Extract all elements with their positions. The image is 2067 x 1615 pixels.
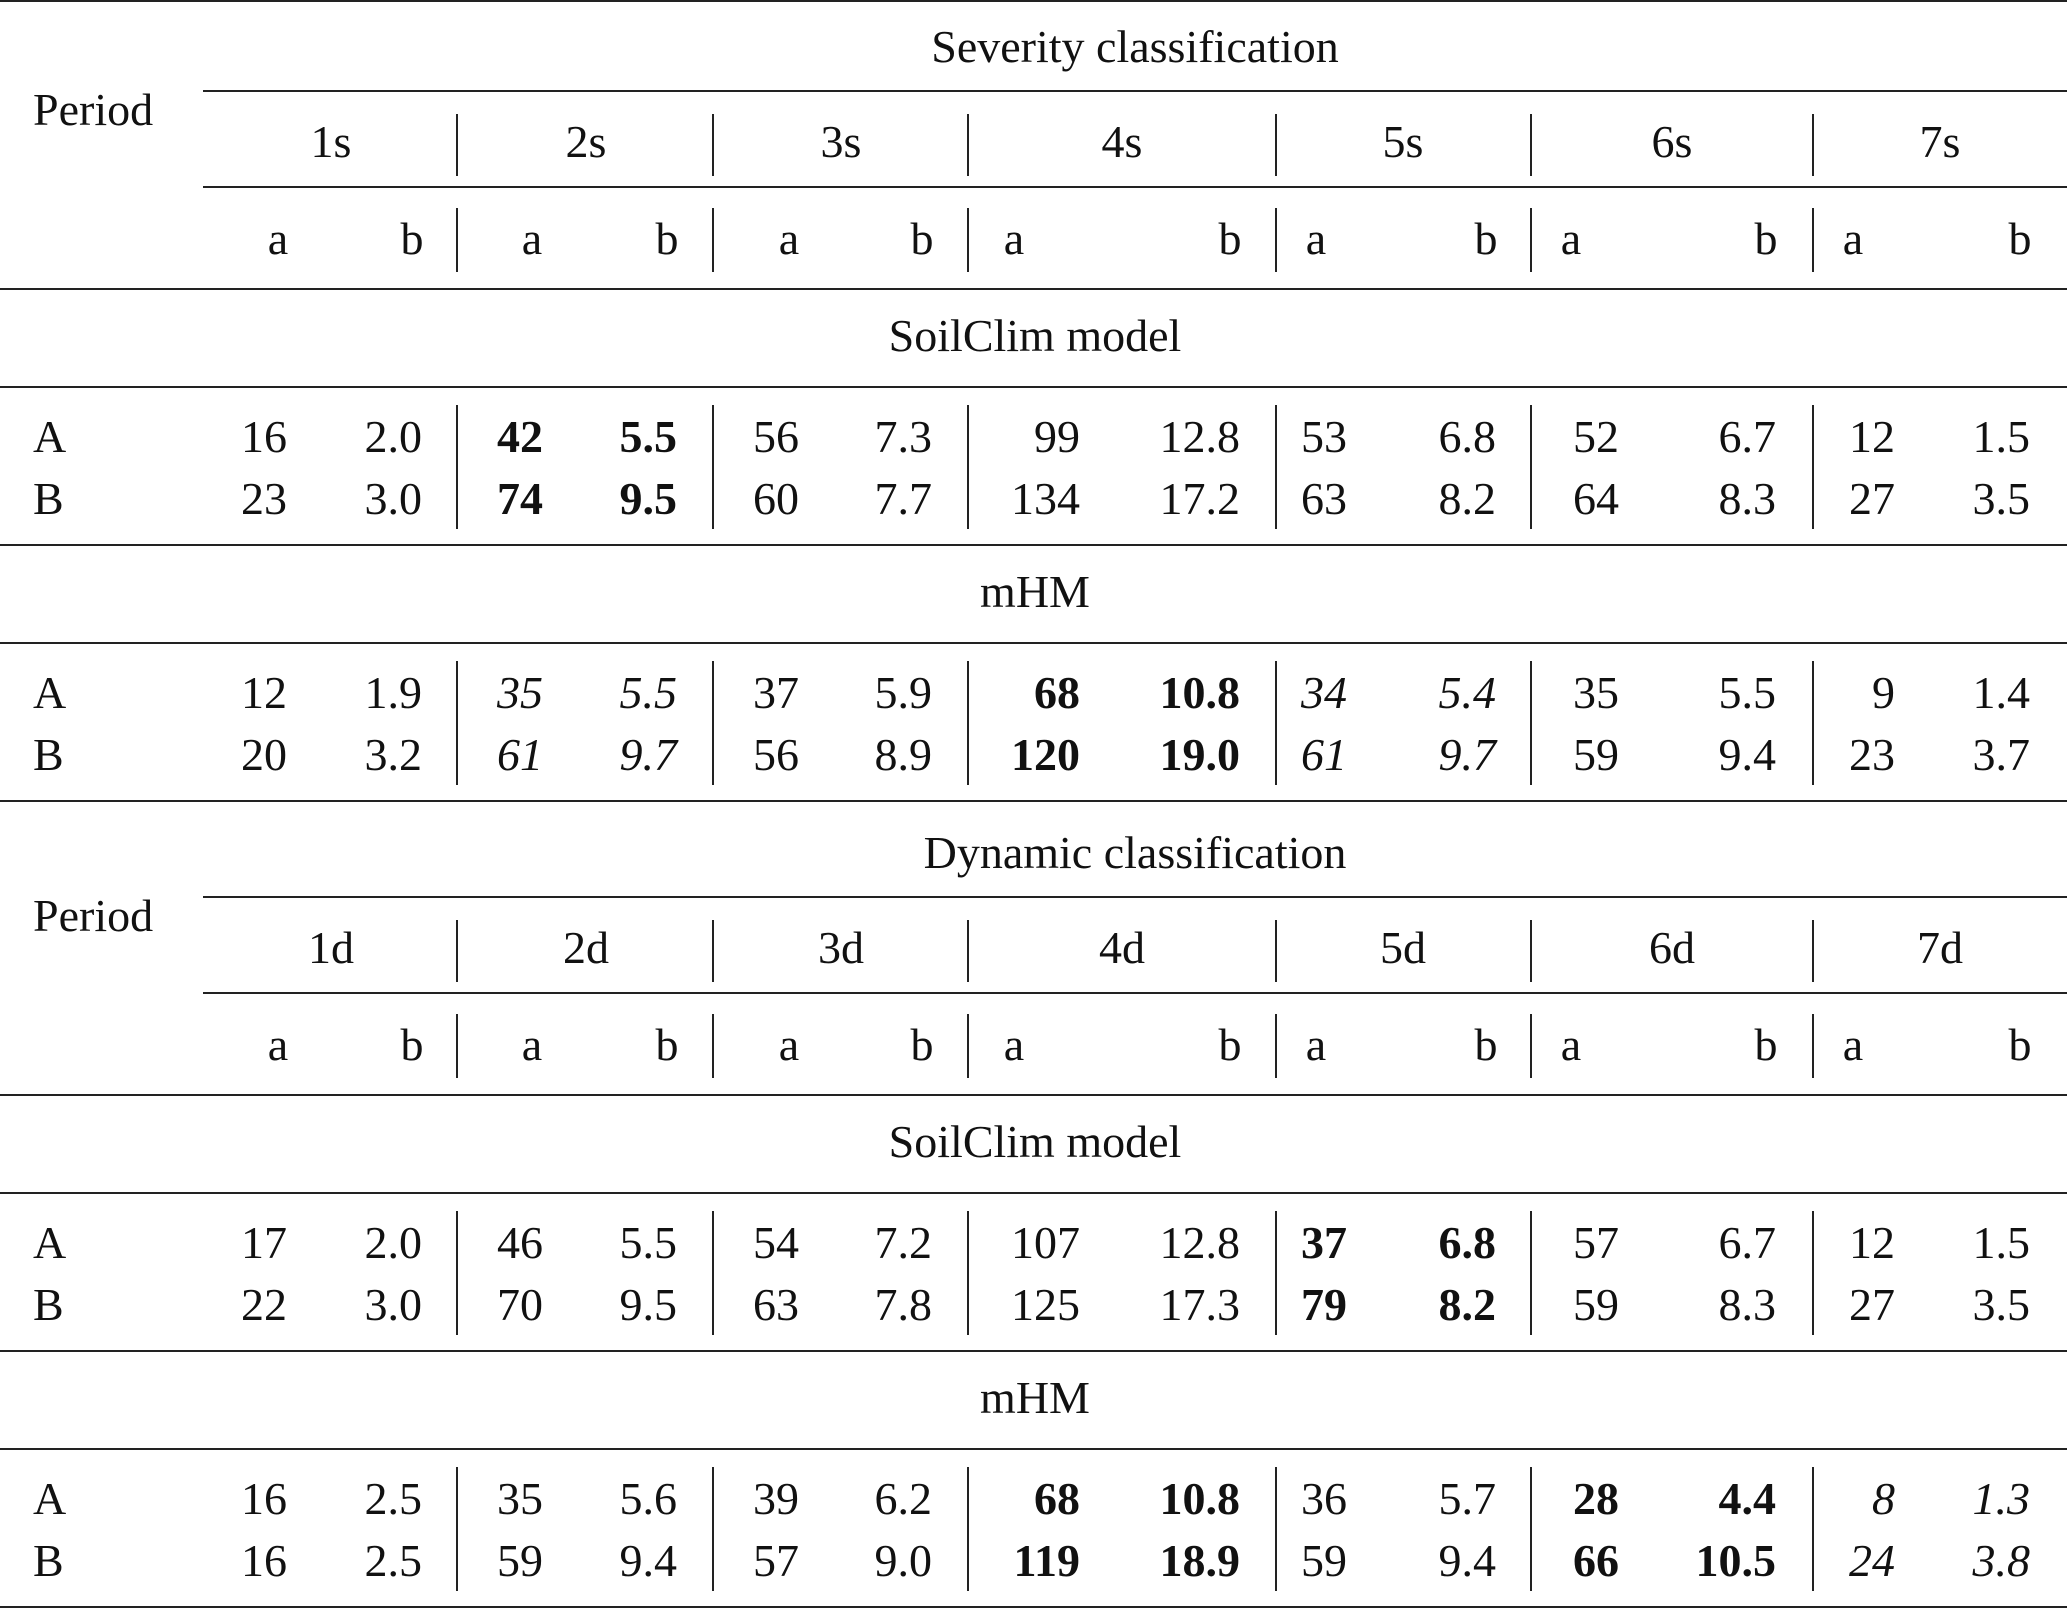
column-divider [967,114,969,176]
table-rule [0,544,2067,546]
cell-value-a: 52 [1573,411,1619,462]
column-divider [967,405,969,529]
cell-value-b: 3.8 [1972,1535,2030,1586]
column-divider [1530,661,1532,785]
cell-value-b: 2.5 [364,1535,422,1586]
cell-value-b: 8.3 [1718,473,1776,524]
cell-value-a: 23 [241,473,287,524]
cell-value-a: 60 [753,473,799,524]
period-label: A [33,411,67,462]
table-rule [0,1094,2067,1096]
column-divider [1275,1467,1277,1591]
group-label: 5d [1380,922,1426,973]
period-label: A [33,1217,67,1268]
cell-value-a: 119 [1013,1535,1080,1586]
cell-value-b: 5.5 [1718,667,1776,718]
cell-value-b: 18.9 [1159,1535,1240,1586]
cell-value-b: 8.2 [1438,1279,1496,1330]
column-divider [1812,208,1814,272]
cell-value-a: 79 [1301,1279,1347,1330]
cell-value-a: 125 [1011,1279,1080,1330]
classification-title: Severity classification [931,21,1339,72]
cell-value-b: 10.8 [1159,1473,1240,1524]
cell-value-b: 1.4 [1972,667,2030,718]
cell-value-b: 9.0 [874,1535,932,1586]
group-label: 2s [565,116,607,167]
cell-value-b: 2.5 [364,1473,422,1524]
period-label: A [33,1473,67,1524]
cell-value-b: 8.9 [874,729,932,780]
cell-value-a: 12 [1849,1217,1895,1268]
column-divider [712,1211,714,1335]
model-name: SoilClim model [888,310,1182,361]
column-divider [1812,1014,1814,1078]
period-label: B [33,729,64,780]
column-b-label: b [1218,213,1242,264]
cell-value-a: 20 [241,729,287,780]
column-divider [967,1467,969,1591]
column-divider [1275,1211,1277,1335]
column-divider [1530,1211,1532,1335]
cell-value-a: 56 [753,729,799,780]
group-label: 3s [820,116,862,167]
cell-value-a: 56 [753,411,799,462]
cell-value-a: 9 [1872,667,1895,718]
cell-value-a: 61 [497,729,543,780]
column-divider [712,661,714,785]
cell-value-a: 59 [497,1535,543,1586]
cell-value-a: 35 [1573,667,1619,718]
cell-value-b: 3.0 [364,473,422,524]
cell-value-a: 16 [241,411,287,462]
column-divider [1812,114,1814,176]
cell-value-b: 9.5 [619,1279,677,1330]
cell-value-b: 9.4 [1438,1535,1496,1586]
cell-value-a: 36 [1301,1473,1347,1524]
column-divider [1275,920,1277,982]
table-rule [203,896,2067,898]
group-label: 2d [563,922,609,973]
cell-value-b: 12.8 [1159,1217,1240,1268]
cell-value-b: 5.4 [1438,667,1496,718]
cell-value-b: 8.2 [1438,473,1496,524]
column-b-label: b [2008,1019,2032,1070]
cell-value-a: 61 [1301,729,1347,780]
column-divider [1812,661,1814,785]
cell-value-a: 46 [497,1217,543,1268]
cell-value-a: 37 [1301,1217,1347,1268]
cell-value-a: 16 [241,1535,287,1586]
cell-value-a: 74 [497,473,543,524]
period-label: A [33,667,67,718]
table-rule [0,800,2067,802]
cell-value-a: 120 [1011,729,1080,780]
model-name: SoilClim model [888,1116,1182,1167]
column-divider [1275,405,1277,529]
cell-value-b: 8.3 [1718,1279,1776,1330]
column-divider [1530,114,1532,176]
cell-value-b: 5.5 [619,1217,677,1268]
column-divider [456,405,458,529]
cell-value-a: 34 [1301,667,1347,718]
cell-value-b: 3.7 [1972,729,2030,780]
cell-value-a: 57 [1573,1217,1619,1268]
cell-value-a: 12 [1849,411,1895,462]
column-a-label: a [1305,1019,1327,1070]
cell-value-b: 7.2 [874,1217,932,1268]
cell-value-b: 5.9 [874,667,932,718]
cell-value-a: 63 [1301,473,1347,524]
cell-value-a: 66 [1573,1535,1619,1586]
column-a-label: a [267,1019,289,1070]
column-b-label: b [1218,1019,1242,1070]
cell-value-a: 63 [753,1279,799,1330]
table-rule [203,992,2067,994]
cell-value-b: 9.4 [619,1535,677,1586]
cell-value-b: 9.7 [619,729,677,780]
cell-value-b: 5.7 [1438,1473,1496,1524]
table-rule [0,642,2067,644]
table-rule [203,186,2067,188]
cell-value-a: 22 [241,1279,287,1330]
column-b-label: b [655,1019,679,1070]
column-divider [456,661,458,785]
column-divider [1275,1014,1277,1078]
table-rule [0,1606,2067,1608]
column-a-label: a [1842,213,1864,264]
column-divider [456,1014,458,1078]
column-b-label: b [1474,1019,1498,1070]
cell-value-b: 10.5 [1695,1535,1776,1586]
cell-value-b: 7.3 [874,411,932,462]
column-divider [712,208,714,272]
column-divider [1275,661,1277,785]
table-rule [0,386,2067,388]
group-label: 6d [1649,922,1695,973]
column-a-label: a [521,213,543,264]
cell-value-b: 6.8 [1438,411,1496,462]
column-divider [967,1014,969,1078]
period-label: B [33,1535,64,1586]
cell-value-a: 42 [497,411,543,462]
column-b-label: b [1754,213,1778,264]
table-rule [0,1192,2067,1194]
cell-value-b: 1.9 [364,667,422,718]
cell-value-b: 9.5 [619,473,677,524]
cell-value-b: 6.8 [1438,1217,1496,1268]
column-a-label: a [1842,1019,1864,1070]
cell-value-b: 10.8 [1159,667,1240,718]
cell-value-a: 37 [753,667,799,718]
cell-value-b: 9.4 [1718,729,1776,780]
column-b-label: b [2008,213,2032,264]
column-divider [967,1211,969,1335]
column-a-label: a [1560,213,1582,264]
cell-value-b: 1.3 [1972,1473,2030,1524]
column-b-label: b [1474,213,1498,264]
group-label: 7d [1917,922,1963,973]
group-label: 7s [1919,116,1961,167]
cell-value-b: 17.2 [1159,473,1240,524]
cell-value-a: 39 [753,1473,799,1524]
column-divider [967,208,969,272]
cell-value-b: 19.0 [1159,729,1240,780]
period-header: Period [33,890,154,941]
cell-value-a: 59 [1573,1279,1619,1330]
cell-value-b: 6.7 [1718,1217,1776,1268]
column-b-label: b [910,213,934,264]
cell-value-a: 35 [497,667,543,718]
column-divider [456,1467,458,1591]
column-b-label: b [400,213,424,264]
column-divider [1530,920,1532,982]
cell-value-a: 107 [1011,1217,1080,1268]
column-a-label: a [1305,213,1327,264]
column-divider [1530,208,1532,272]
cell-value-b: 5.5 [619,411,677,462]
column-divider [456,208,458,272]
column-divider [1275,208,1277,272]
cell-value-a: 28 [1573,1473,1619,1524]
column-a-label: a [267,213,289,264]
cell-value-b: 1.5 [1972,411,2030,462]
column-divider [456,114,458,176]
cell-value-a: 24 [1849,1535,1895,1586]
period-header: Period [33,84,154,135]
column-a-label: a [778,1019,800,1070]
cell-value-b: 7.8 [874,1279,932,1330]
cell-value-a: 68 [1034,667,1080,718]
cell-value-b: 9.7 [1438,729,1496,780]
column-divider [1812,920,1814,982]
cell-value-a: 59 [1573,729,1619,780]
cell-value-a: 16 [241,1473,287,1524]
cell-value-a: 68 [1034,1473,1080,1524]
cell-value-b: 6.2 [874,1473,932,1524]
cell-value-a: 8 [1872,1473,1895,1524]
table-rule [0,1350,2067,1352]
column-b-label: b [910,1019,934,1070]
cell-value-a: 35 [497,1473,543,1524]
cell-value-a: 70 [497,1279,543,1330]
period-label: B [33,473,64,524]
column-divider [712,1014,714,1078]
column-divider [1530,405,1532,529]
cell-value-a: 17 [241,1217,287,1268]
column-divider [1275,114,1277,176]
column-divider [967,920,969,982]
cell-value-a: 54 [753,1217,799,1268]
cell-value-b: 3.2 [364,729,422,780]
cell-value-b: 3.0 [364,1279,422,1330]
table-rule [0,288,2067,290]
group-label: 4d [1099,922,1145,973]
group-label: 5s [1382,116,1424,167]
cell-value-a: 57 [753,1535,799,1586]
cell-value-a: 99 [1034,411,1080,462]
column-divider [712,114,714,176]
table-rule [203,90,2067,92]
cell-value-b: 3.5 [1972,473,2030,524]
column-divider [967,661,969,785]
cell-value-b: 1.5 [1972,1217,2030,1268]
cell-value-b: 7.7 [874,473,932,524]
cell-value-b: 17.3 [1159,1279,1240,1330]
column-a-label: a [778,213,800,264]
cell-value-a: 134 [1011,473,1080,524]
cell-value-a: 12 [241,667,287,718]
group-label: 3d [818,922,864,973]
column-divider [1812,1467,1814,1591]
column-a-label: a [1003,213,1025,264]
column-divider [1530,1014,1532,1078]
column-divider [1812,405,1814,529]
column-divider [1812,1211,1814,1335]
column-divider [1530,1467,1532,1591]
cell-value-a: 53 [1301,411,1347,462]
group-label: 1s [310,116,352,167]
table-rule [0,0,2067,2]
column-divider [712,405,714,529]
model-name: mHM [980,566,1090,617]
table-rule [0,1448,2067,1450]
group-label: 1d [308,922,354,973]
column-b-label: b [1754,1019,1778,1070]
column-divider [712,920,714,982]
cell-value-b: 5.6 [619,1473,677,1524]
model-name: mHM [980,1372,1090,1423]
cell-value-b: 4.4 [1718,1473,1776,1524]
column-a-label: a [1560,1019,1582,1070]
column-a-label: a [521,1019,543,1070]
column-b-label: b [655,213,679,264]
cell-value-a: 27 [1849,473,1895,524]
cell-value-a: 59 [1301,1535,1347,1586]
cell-value-a: 64 [1573,473,1619,524]
cell-value-a: 23 [1849,729,1895,780]
cell-value-b: 2.0 [364,1217,422,1268]
cell-value-b: 12.8 [1159,411,1240,462]
period-label: B [33,1279,64,1330]
classification-title: Dynamic classification [923,827,1347,878]
cell-value-b: 6.7 [1718,411,1776,462]
cell-value-b: 5.5 [619,667,677,718]
cell-value-b: 2.0 [364,411,422,462]
column-divider [456,920,458,982]
group-label: 4s [1101,116,1143,167]
column-divider [712,1467,714,1591]
column-a-label: a [1003,1019,1025,1070]
group-label: 6s [1651,116,1693,167]
column-b-label: b [400,1019,424,1070]
column-divider [456,1211,458,1335]
cell-value-b: 3.5 [1972,1279,2030,1330]
cell-value-a: 27 [1849,1279,1895,1330]
